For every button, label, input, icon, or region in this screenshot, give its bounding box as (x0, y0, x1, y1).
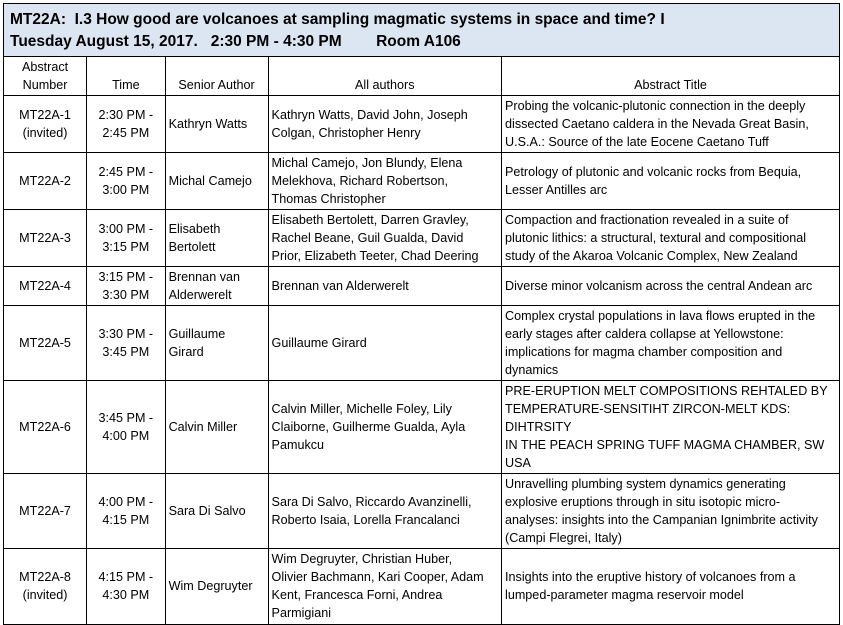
all-authors-line: Michal Camejo, Jon Blundy, Elena (271, 156, 463, 170)
header-senior-author (165, 57, 268, 96)
time-start: 3:30 PM - (98, 327, 154, 341)
all-authors-line: Roberto Isaia, Lorella Francalanci (271, 513, 460, 527)
abstract-title-cell (502, 474, 839, 549)
senior-author-line: Bertolett (168, 240, 216, 254)
senior-author-cell (165, 267, 268, 306)
abstract-number-cell (4, 96, 87, 153)
session-title: MT22A: I.3 How good are volcanoes at sampling magmatic systems in space and time? I (10, 11, 665, 28)
abstract-number-cell (4, 267, 87, 306)
abstract-number-cell (4, 381, 87, 474)
time-start: 2:30 PM - (98, 108, 154, 122)
all-authors-line: Prior, Elizabeth Teeter, Chad Deering (271, 249, 479, 263)
abstract-number: MT22A-8 (19, 570, 71, 585)
all-authors-line: Calvin Miller, Michelle Foley, Lily (271, 402, 452, 416)
time-cell (87, 549, 166, 624)
time-start: 3:45 PM - (98, 411, 154, 425)
all-authors-cell (268, 549, 501, 624)
all-authors-line: Olivier Bachmann, Kari Cooper, Adam (271, 570, 484, 585)
all-authors-cell (268, 267, 501, 306)
all-authors-line: Guillaume Girard (271, 336, 367, 350)
all-authors-line: Wim Degruyter, Christian Huber, (271, 552, 453, 567)
senior-author-cell (165, 549, 268, 624)
all-authors-line: Elisabeth Bertolett, Darren Gravley, (271, 213, 469, 227)
time-start: 3:15 PM - (98, 270, 154, 284)
all-authors-line: Kathryn Watts, David John, Joseph (271, 108, 468, 122)
all-authors-cell (268, 306, 501, 381)
table-row (4, 549, 839, 624)
all-authors-line: Melekhova, Richard Robertson, (271, 174, 448, 188)
table-header-row (4, 57, 839, 96)
header-abstract-title-label: Abstract Title (634, 77, 707, 92)
all-authors-cell (268, 153, 501, 210)
senior-author-cell (165, 153, 268, 210)
session-time: 2:30 PM - 4:30 PM (210, 33, 342, 50)
time-end: 3:30 PM (102, 288, 150, 302)
time-end: 4:15 PM (102, 513, 150, 527)
abstract-number: MT22A-4 (19, 279, 71, 293)
table-body (4, 96, 839, 624)
session-datetime (10, 31, 833, 53)
abstract-title-line: IN THE PEACH SPRING TUFF MAGMA CHAMBER, SW USA (505, 438, 825, 470)
time-end: 2:45 PM (102, 126, 150, 140)
senior-author-cell (165, 210, 268, 267)
table-row (4, 306, 839, 381)
abstract-title-line: Insights into the eruptive history of volcanoes from a (505, 570, 796, 585)
abstract-title-cell (502, 381, 839, 474)
abstract-title-line: Probing the volcanic-plutonic connection in the deeply (505, 99, 806, 113)
abstract-title-line: plutonic lithics: a structural, textural and compositional (505, 231, 807, 245)
abstract-number: MT22A-3 (19, 231, 71, 245)
abstract-title-line: implications for magma chamber composition and (505, 345, 783, 359)
abstract-title-cell (502, 153, 839, 210)
senior-author-line: Alderwerelt (168, 288, 232, 302)
abstract-number: MT22A-6 (19, 420, 71, 434)
abstract-title-line: TEMPERATURE-SENSITIHT ZIRCON-MELT KDS: DIHTRSITY (505, 402, 791, 434)
abstract-title-line: dynamics (505, 363, 559, 377)
time-cell (87, 267, 166, 306)
time-cell (87, 153, 166, 210)
all-authors-line: Colgan, Christopher Henry (271, 126, 421, 140)
header-time-label: Time (112, 77, 140, 92)
senior-author-cell (165, 306, 268, 381)
all-authors-line: Kent, Francesca Forni, Andrea (271, 588, 443, 603)
abstracts-table (4, 57, 839, 624)
senior-author-cell (165, 474, 268, 549)
time-end: 4:30 PM (102, 588, 150, 603)
abstract-title-line: Lesser Antilles arc (505, 183, 608, 197)
session-date: Tuesday August 15, 2017. (10, 33, 198, 50)
abstract-title-line: U.S.A.: Source of the late Eocene Caetano Tuff (505, 135, 769, 149)
abstract-title-line: dissected Caetano caldera in the Nevada Great Basin, (505, 117, 809, 131)
senior-author-line: Elisabeth (168, 222, 221, 236)
all-authors-line: Brennan van Alderwerelt (271, 279, 409, 293)
abstract-title-line: Petrology of plutonic and volcanic rocks from Bequia, (505, 165, 802, 179)
header-abstract-number-line1: Abstract (21, 60, 69, 74)
table-row (4, 153, 839, 210)
senior-author-line: Sara Di Salvo (168, 504, 246, 518)
all-authors-cell (268, 210, 501, 267)
time-cell (87, 210, 166, 267)
time-cell (87, 381, 166, 474)
invited-note: (invited) (22, 126, 68, 140)
all-authors-cell (268, 474, 501, 549)
invited-note: (invited) (22, 588, 68, 603)
abstract-number-cell (4, 549, 87, 624)
abstract-title-line: PRE-ERUPTION MELT COMPOSITIONS REHTALED BY (505, 384, 828, 398)
senior-author-line: Guillaume (168, 327, 226, 341)
session-room: Room A106 (376, 33, 461, 50)
all-authors-line: Pamukcu (271, 438, 325, 452)
abstract-number: MT22A-7 (19, 504, 71, 518)
abstract-title-line: early stages after caldera collapse at Yellowstone: (505, 327, 784, 341)
table-row (4, 267, 839, 306)
senior-author-line: Calvin Miller (168, 420, 238, 434)
time-end: 4:00 PM (102, 429, 150, 443)
abstract-number: MT22A-2 (19, 174, 71, 188)
abstract-number-cell (4, 474, 87, 549)
table-row (4, 96, 839, 153)
senior-author-line: Michal Camejo (168, 174, 252, 188)
all-authors-line: Sara Di Salvo, Riccardo Avanzinelli, (271, 495, 472, 509)
abstract-number: MT22A-1 (19, 108, 71, 122)
abstract-title-line: Complex crystal populations in lava flows erupted in the (505, 309, 816, 323)
all-authors-cell (268, 96, 501, 153)
abstract-title-line: explosive eruptions through in situ isotopic micro- (505, 495, 781, 509)
abstract-title-line: (Campi Flegrei, Italy) (505, 531, 622, 545)
time-cell (87, 474, 166, 549)
abstract-title-cell (502, 306, 839, 381)
abstract-title-line: analyses: insights into the Campanian Ignimbrite activity (505, 513, 818, 527)
time-start: 3:00 PM - (98, 222, 154, 236)
time-end: 3:45 PM (102, 345, 150, 359)
header-abstract-number-line2: Number (22, 78, 68, 92)
time-start: 4:00 PM - (98, 495, 154, 509)
senior-author-line: Kathryn Watts (168, 117, 248, 131)
abstract-title-line: lumped-parameter magma reservoir model (505, 588, 744, 603)
time-end: 3:15 PM (102, 240, 150, 254)
senior-author-cell (165, 381, 268, 474)
abstract-title-cell (502, 210, 839, 267)
header-senior-author-label: Senior Author (178, 77, 255, 92)
all-authors-line: Claiborne, Guilherme Gualda, Ayla (271, 420, 466, 434)
abstract-number-cell (4, 210, 87, 267)
abstract-title-cell (502, 549, 839, 624)
time-start: 4:15 PM - (98, 570, 154, 585)
session-table-sheet (3, 3, 840, 625)
time-cell (87, 96, 166, 153)
time-cell (87, 306, 166, 381)
abstract-title-line: Compaction and fractionation revealed in a suite of (505, 213, 789, 227)
all-authors-line: Thomas Christopher (271, 192, 386, 206)
abstract-title-line: Unravelling plumbing system dynamics generating (505, 477, 786, 491)
table-row (4, 210, 839, 267)
senior-author-line: Brennan van (168, 270, 240, 284)
table-row (4, 381, 839, 474)
header-abstract-number (4, 57, 87, 96)
senior-author-cell (165, 96, 268, 153)
header-abstract-title (502, 57, 839, 96)
header-time (87, 57, 166, 96)
time-end: 3:00 PM (102, 183, 150, 197)
abstract-title-cell (502, 267, 839, 306)
table-row (4, 474, 839, 549)
header-all-authors (268, 57, 501, 96)
abstract-title-line: study of the Akaroa Volcanic Complex, New Zealand (505, 249, 798, 263)
abstract-title-line: Diverse minor volcanism across the central Andean arc (505, 279, 813, 293)
abstract-number-cell (4, 153, 87, 210)
all-authors-cell (268, 381, 501, 474)
senior-author-line: Wim Degruyter (168, 579, 253, 594)
senior-author-line: Girard (168, 345, 204, 359)
abstract-title-cell (502, 96, 839, 153)
all-authors-line: Rachel Beane, Guil Gualda, David (271, 231, 464, 245)
time-start: 2:45 PM - (98, 165, 154, 179)
abstract-number: MT22A-5 (19, 336, 71, 350)
header-all-authors-label: All authors (355, 77, 415, 92)
abstract-number-cell (4, 306, 87, 381)
session-header (4, 4, 839, 57)
all-authors-line: Parmigiani (271, 606, 332, 621)
